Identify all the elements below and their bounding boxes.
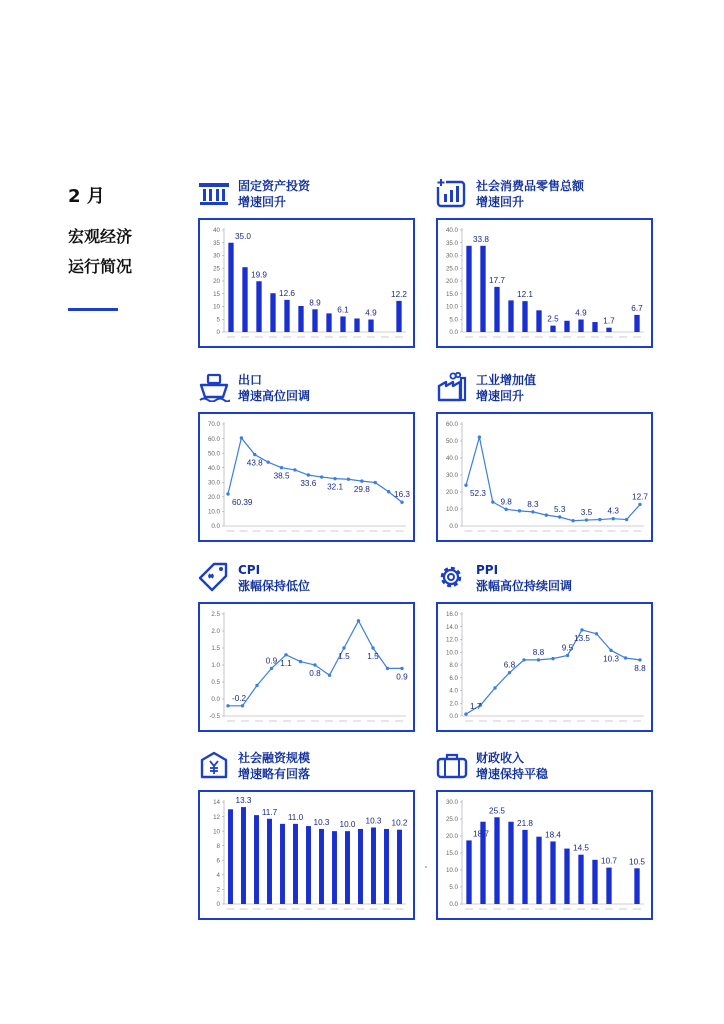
panel-title-line2: 增速高位回调	[238, 389, 311, 403]
y-tick-label: 16.0	[445, 611, 458, 619]
data-point	[638, 658, 641, 661]
data-point	[342, 646, 345, 649]
data-label: 14.5	[573, 843, 589, 853]
y-tick-label: 50.0	[445, 438, 458, 446]
month-title: 2 月	[68, 186, 105, 207]
bar	[340, 316, 345, 332]
data-label: 5.3	[553, 504, 566, 514]
chart-industrial-value-added	[438, 414, 651, 540]
data-label: 19.9	[251, 270, 267, 280]
data-label: 12.7	[632, 492, 648, 502]
chart-fiscal-revenue	[438, 792, 651, 918]
y-tick-label: 6.0	[449, 674, 458, 682]
y-tick-label: 70.0	[207, 421, 220, 429]
panel-title-line1: 财政收入	[476, 751, 525, 765]
y-tick-label: 4.0	[449, 687, 458, 695]
chart-cpi	[200, 604, 413, 730]
y-tick-label: 0.0	[449, 523, 458, 531]
data-point	[253, 453, 256, 456]
data-point	[240, 436, 243, 439]
data-point	[371, 646, 374, 649]
y-tick-label: 1.5	[211, 645, 220, 653]
retail-chart-icon	[436, 178, 468, 208]
panel-title	[238, 750, 310, 782]
data-point	[571, 519, 574, 522]
y-tick-label: 15.0	[445, 290, 458, 298]
data-label: 10.3	[365, 816, 382, 826]
bar	[466, 246, 471, 332]
data-label: 8.8	[634, 663, 646, 673]
bar	[466, 840, 471, 904]
y-tick-label: 25.0	[445, 816, 458, 824]
data-label: 1.7	[603, 316, 615, 326]
bar	[368, 320, 373, 332]
data-label: 43.8	[246, 458, 263, 468]
y-tick-label: 4	[216, 872, 220, 880]
panel-title-line2: 增速略有回落	[238, 767, 311, 781]
data-point	[266, 460, 269, 463]
panel-title-line2: 增速回升	[238, 195, 287, 209]
y-tick-label: 5	[216, 316, 220, 324]
y-tick-label: 30.0	[445, 472, 458, 480]
chart-frame	[436, 790, 653, 920]
data-point	[624, 656, 627, 659]
data-label: 0.8	[309, 669, 321, 678]
y-tick-label: 10.0	[445, 867, 458, 875]
y-tick-label: 5.0	[449, 884, 458, 892]
bar	[592, 860, 597, 904]
data-label: 0.9	[265, 656, 278, 666]
data-point	[299, 660, 302, 663]
panel-title-line2: 涨幅保持低位	[238, 579, 311, 593]
y-tick-label: 10.0	[445, 303, 458, 311]
panel-title-line2: 增速回升	[476, 389, 525, 403]
data-point	[537, 658, 540, 661]
y-tick-label: 35.0	[445, 239, 458, 247]
data-point	[609, 649, 612, 652]
chart-exports	[200, 414, 413, 540]
data-label: 33.8	[473, 234, 489, 244]
bar	[371, 828, 376, 905]
data-point	[508, 671, 511, 674]
data-point	[357, 619, 360, 622]
bar	[280, 824, 285, 904]
y-tick-label: 40.0	[445, 227, 458, 235]
bar	[550, 326, 555, 332]
data-point	[478, 435, 481, 438]
bar	[564, 321, 569, 332]
y-tick-label: 0.0	[211, 523, 220, 531]
y-tick-label: 0	[216, 329, 220, 337]
data-point	[612, 517, 615, 520]
y-tick-label: 0.0	[449, 901, 458, 909]
bar	[578, 855, 583, 904]
bar	[508, 300, 513, 332]
data-label: 4.9	[365, 308, 377, 318]
data-label: 1.5	[338, 652, 350, 661]
bar	[270, 293, 275, 332]
series-line	[228, 438, 402, 502]
data-label: 33.6	[300, 479, 317, 488]
data-label: 6.8	[503, 660, 516, 670]
bar	[326, 313, 331, 332]
data-point	[226, 492, 229, 495]
bank-icon	[198, 178, 230, 208]
y-tick-label: 8.0	[449, 662, 458, 670]
bar	[298, 306, 303, 332]
data-point	[464, 484, 467, 487]
data-point	[531, 510, 534, 513]
y-tick-label: 0.0	[211, 696, 220, 704]
y-tick-label: 35	[213, 239, 220, 247]
bar	[494, 287, 499, 332]
bar	[242, 267, 247, 332]
data-label: 11.0	[287, 812, 304, 822]
y-tick-label: 10.0	[445, 506, 458, 514]
data-label: 10.3	[603, 654, 619, 664]
y-tick-label: 2.0	[449, 700, 458, 708]
bar	[267, 819, 272, 904]
bar	[312, 309, 317, 332]
data-label: 17.7	[489, 275, 505, 285]
factory-icon	[436, 372, 468, 402]
series-line	[228, 621, 402, 706]
data-label: 0.9	[396, 672, 408, 682]
y-tick-label: 20.0	[445, 833, 458, 841]
y-tick-label: 15.0	[445, 850, 458, 858]
series-line	[466, 630, 640, 714]
bar	[284, 300, 289, 332]
data-label: 10.5	[629, 857, 645, 867]
bar	[480, 246, 485, 332]
data-point	[493, 686, 496, 689]
y-tick-label: 40	[213, 227, 220, 235]
data-label: 9.8	[500, 497, 512, 507]
bar	[241, 807, 246, 904]
y-tick-label: 14.0	[445, 623, 458, 631]
data-point	[226, 704, 229, 707]
y-tick-label: 5.0	[449, 316, 458, 324]
data-point	[241, 704, 244, 707]
gear-icon	[436, 562, 468, 592]
data-point	[360, 479, 363, 482]
data-point	[522, 658, 525, 661]
bar	[228, 809, 233, 904]
data-label: 9.5	[561, 643, 574, 653]
y-tick-label: 2.0	[211, 628, 220, 636]
panel-title-line2: 增速保持平稳	[476, 767, 549, 781]
panel-fiscal-revenue	[436, 750, 656, 909]
y-tick-label: 30	[213, 252, 220, 260]
data-point	[333, 477, 336, 480]
bar	[254, 815, 259, 904]
y-tick-label: -0.5	[209, 713, 220, 721]
data-point	[374, 481, 377, 484]
bar	[256, 281, 261, 332]
data-point	[320, 475, 323, 478]
sidebar	[68, 182, 132, 311]
panel-fixed-asset-investment	[198, 178, 418, 337]
data-point	[387, 490, 390, 493]
panel-ppi	[436, 562, 656, 721]
data-label: 10.0	[339, 820, 356, 830]
chart-ppi	[438, 604, 651, 730]
data-point	[386, 667, 389, 670]
chart-frame	[436, 218, 653, 348]
bar	[354, 318, 359, 332]
data-label: 3.5	[580, 508, 593, 518]
data-label: 16.3	[394, 490, 410, 500]
data-point	[504, 508, 507, 511]
data-label: 29.8	[353, 485, 370, 495]
data-label: 1.5	[367, 652, 379, 661]
data-point	[551, 657, 554, 660]
panel-cpi	[198, 562, 418, 721]
data-label: 12.6	[279, 288, 295, 298]
panel-title-line1: 工业增加值	[476, 373, 537, 387]
data-point	[585, 518, 588, 521]
chart-frame	[198, 412, 415, 542]
y-tick-label: 10.0	[207, 508, 220, 516]
bar	[606, 868, 611, 904]
panel-title	[238, 562, 310, 594]
bar	[550, 841, 555, 904]
y-tick-label: 0.0	[449, 329, 458, 337]
data-label: 25.5	[489, 806, 505, 816]
bar	[293, 824, 298, 904]
panel-title-line2: 增速回升	[476, 195, 525, 209]
chart-frame	[198, 790, 415, 920]
data-label: 21.8	[517, 818, 533, 828]
data-label: 8.8	[532, 647, 545, 657]
data-label: 11.7	[261, 807, 278, 817]
sidebar-heading-line2: 运行简况	[68, 257, 133, 276]
y-tick-label: 20.0	[445, 489, 458, 497]
data-point	[400, 667, 403, 670]
y-tick-label: 12	[213, 813, 220, 821]
data-label: 1.7	[470, 702, 482, 712]
data-label: 12.2	[391, 289, 407, 299]
data-label: 13.3	[235, 796, 252, 806]
y-tick-label: 0.5	[211, 679, 220, 687]
data-point	[580, 628, 583, 631]
data-point	[270, 667, 273, 670]
bar	[606, 328, 611, 332]
bar	[494, 817, 499, 904]
bar	[332, 831, 337, 904]
data-label: 10.2	[391, 818, 408, 828]
bar	[397, 830, 402, 904]
y-tick-label: 60.0	[207, 435, 220, 443]
bar	[634, 315, 639, 332]
bar	[319, 829, 324, 904]
chart-frame	[436, 412, 653, 542]
data-point	[638, 503, 641, 506]
y-tick-label: 20	[213, 278, 220, 286]
data-point	[347, 478, 350, 481]
bar	[522, 301, 527, 332]
data-label: 38.5	[273, 471, 290, 481]
data-label: 18.7	[473, 829, 489, 839]
bar	[345, 831, 350, 904]
data-label: 35.0	[235, 231, 251, 241]
y-tick-label: 20.0	[207, 494, 220, 502]
data-label: -0.2	[232, 693, 247, 703]
bar	[634, 868, 639, 904]
panel-title-line1: CPI	[238, 563, 261, 577]
bar	[358, 829, 363, 904]
panel-title	[476, 178, 584, 210]
data-point	[598, 518, 601, 521]
data-point	[518, 509, 521, 512]
chart-fixed-asset-investment	[200, 220, 413, 346]
data-label: 60.39	[232, 497, 253, 507]
y-tick-label: 10	[213, 828, 220, 836]
data-point	[328, 674, 331, 677]
y-tick-label: 10	[213, 303, 220, 311]
data-label: 10.3	[313, 817, 330, 827]
y-tick-label: 50.0	[207, 450, 220, 458]
data-label: 6.1	[337, 305, 349, 315]
bar	[522, 830, 527, 904]
data-point	[313, 663, 316, 666]
y-tick-label: 15	[213, 290, 220, 298]
panel-retail-sales	[436, 178, 656, 337]
data-label: 8.9	[309, 298, 321, 308]
data-point	[566, 654, 569, 657]
data-point	[284, 653, 287, 656]
panel-title-line1: PPI	[476, 563, 499, 577]
data-label: 8.3	[527, 499, 539, 509]
panel-title-line1: 社会融资规模	[238, 751, 311, 765]
yuan-house-icon	[198, 750, 230, 780]
data-label: 52.3	[470, 489, 486, 499]
data-point	[255, 684, 258, 687]
data-label: 2.5	[547, 314, 559, 324]
price-tag-icon	[198, 562, 230, 592]
briefcase-icon	[436, 750, 468, 780]
panel-title-line1: 出口	[238, 373, 263, 387]
data-point	[558, 515, 561, 518]
y-tick-label: 25.0	[445, 265, 458, 273]
bar	[536, 837, 541, 904]
bar	[536, 310, 541, 332]
y-tick-label: 60.0	[445, 421, 458, 429]
y-tick-label: 8	[216, 842, 220, 850]
y-tick-label: 40.0	[445, 455, 458, 463]
chart-social-financing	[200, 792, 413, 918]
bar	[508, 822, 513, 904]
panel-title-line1: 固定资产投资	[238, 179, 311, 193]
y-tick-label: 40.0	[207, 464, 220, 472]
panel-title	[476, 372, 536, 404]
data-label: 12.1	[517, 290, 533, 300]
data-label: 32.1	[327, 482, 344, 492]
data-point	[400, 501, 403, 504]
y-tick-label: 14	[213, 799, 220, 807]
bar	[592, 322, 597, 332]
y-tick-label: 0	[216, 901, 220, 909]
y-tick-label: 25	[213, 265, 220, 273]
sidebar-divider	[68, 308, 118, 311]
data-point	[625, 518, 628, 521]
data-point	[491, 500, 494, 503]
chart-frame	[436, 602, 653, 732]
bar	[564, 849, 569, 904]
chart-frame	[198, 218, 415, 348]
y-tick-label: 30.0	[445, 799, 458, 807]
panel-social-financing	[198, 750, 418, 909]
data-label: 18.4	[545, 830, 561, 840]
data-point	[545, 513, 548, 516]
panel-title	[238, 178, 310, 210]
panel-industrial-value-added	[436, 372, 656, 531]
data-point	[307, 473, 310, 476]
data-label: 4.9	[575, 308, 587, 318]
data-point	[280, 466, 283, 469]
chart-retail-sales	[438, 220, 651, 346]
stray-dot	[425, 866, 427, 868]
y-tick-label: 10.0	[445, 649, 458, 657]
data-point	[464, 712, 467, 715]
panel-title-line2: 涨幅高位持续回调	[476, 579, 573, 593]
sidebar-heading-line1: 宏观经济	[68, 227, 133, 246]
chart-frame	[198, 602, 415, 732]
panel-title-line1: 社会消费品零售总额	[476, 179, 585, 193]
ship-icon	[198, 372, 230, 402]
data-point	[595, 632, 598, 635]
data-point	[293, 468, 296, 471]
bar	[396, 301, 401, 332]
data-label: 1.1	[280, 658, 292, 668]
data-label: 6.7	[631, 303, 643, 313]
y-tick-label: 30.0	[445, 252, 458, 260]
y-tick-label: 6	[216, 857, 220, 865]
data-label: 13.5	[574, 633, 590, 643]
bar	[578, 320, 583, 332]
y-tick-label: 12.0	[445, 636, 458, 644]
data-label: 10.7	[601, 856, 617, 866]
y-tick-label: 1.0	[211, 662, 220, 670]
y-tick-label: 0.0	[449, 713, 458, 721]
panel-title	[476, 562, 572, 594]
panel-exports	[198, 372, 418, 531]
bar	[228, 243, 233, 332]
y-tick-label: 2.5	[211, 611, 220, 619]
bar	[384, 829, 389, 904]
bar	[306, 826, 311, 904]
y-tick-label: 20.0	[445, 278, 458, 286]
y-tick-label: 2	[216, 886, 220, 894]
panel-title	[476, 750, 548, 782]
data-label: 4.3	[607, 506, 619, 516]
panel-title	[238, 372, 310, 404]
y-tick-label: 30.0	[207, 479, 220, 487]
